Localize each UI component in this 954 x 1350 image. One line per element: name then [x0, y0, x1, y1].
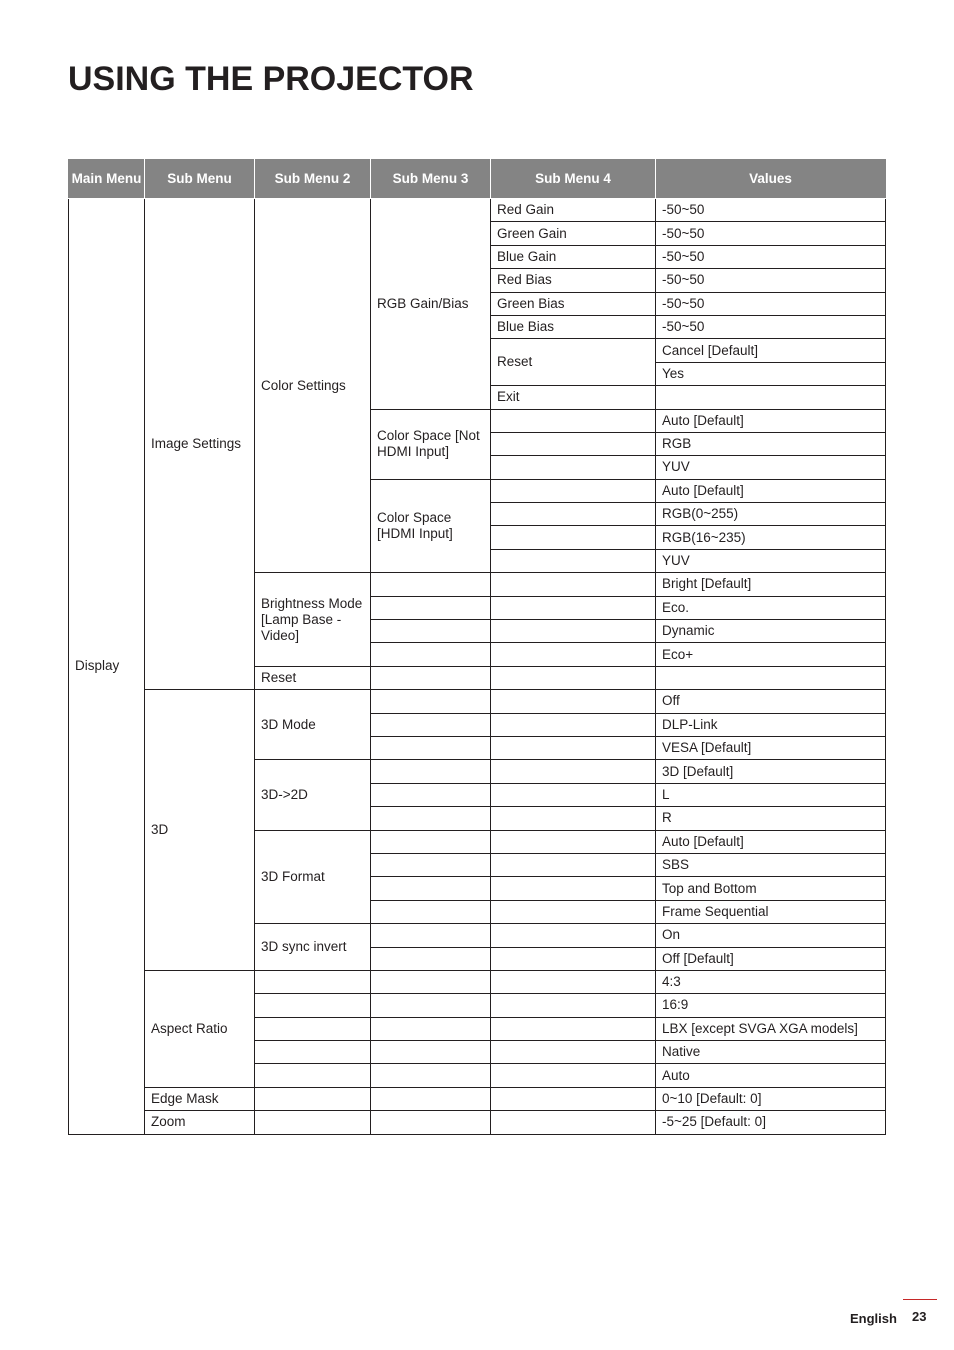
header-values: Values [656, 160, 886, 199]
page-number: 23 [912, 1309, 927, 1324]
table-cell [371, 877, 491, 900]
table-cell [491, 409, 656, 432]
table-cell [371, 713, 491, 736]
table-cell [491, 1064, 656, 1087]
table-cell: YUV [656, 456, 886, 479]
table-cell: Off [Default] [656, 947, 886, 970]
table-cell: R [656, 807, 886, 830]
table-cell: -50~50 [656, 315, 886, 338]
table-cell: RGB(0~255) [656, 503, 886, 526]
table-cell: Auto [Default] [656, 830, 886, 853]
table-cell: Top and Bottom [656, 877, 886, 900]
table-cell: On [656, 924, 886, 947]
table-cell: L [656, 783, 886, 806]
table-cell: Brightness Mode [Lamp Base - Video] [255, 573, 371, 667]
table-cell: Frame Sequential [656, 900, 886, 923]
table-cell [371, 1087, 491, 1110]
table-cell: Aspect Ratio [145, 970, 255, 1087]
header-sub-menu-3: Sub Menu 3 [371, 160, 491, 199]
table-cell [491, 760, 656, 783]
table-cell: Red Gain [491, 199, 656, 222]
table-cell [371, 760, 491, 783]
header-main-menu: Main Menu [69, 160, 145, 199]
table-header-row [69, 160, 886, 199]
table-row [69, 970, 886, 993]
table-cell [491, 456, 656, 479]
table-cell: Auto [Default] [656, 409, 886, 432]
table-cell: 4:3 [656, 970, 886, 993]
table-cell [491, 830, 656, 853]
table-cell: Image Settings [145, 199, 255, 690]
table-cell: Eco. [656, 596, 886, 619]
table-cell: Off [656, 690, 886, 713]
table-cell [491, 807, 656, 830]
table-cell: Edge Mask [145, 1087, 255, 1110]
header-sub-menu: Sub Menu [145, 160, 255, 199]
table-cell [371, 666, 491, 689]
table-cell: Green Bias [491, 292, 656, 315]
table-cell [255, 1087, 371, 1110]
table-cell [371, 736, 491, 759]
table-cell [491, 900, 656, 923]
table-cell [491, 924, 656, 947]
table-cell: Dynamic [656, 620, 886, 643]
table-cell: Color Settings [255, 199, 371, 573]
table-cell [371, 1017, 491, 1040]
page-title: USING THE PROJECTOR [68, 60, 474, 98]
table-cell: DLP-Link [656, 713, 886, 736]
table-cell [371, 807, 491, 830]
table-cell [491, 549, 656, 572]
table-cell [491, 947, 656, 970]
table-cell [491, 736, 656, 759]
table-cell [491, 853, 656, 876]
table-cell [491, 573, 656, 596]
table-cell: -50~50 [656, 222, 886, 245]
table-cell [656, 666, 886, 689]
table-cell [491, 713, 656, 736]
header-sub-menu-4: Sub Menu 4 [491, 160, 656, 199]
table-cell: LBX [except SVGA XGA models] [656, 1017, 886, 1040]
table-cell: RGB [656, 432, 886, 455]
table-cell [371, 783, 491, 806]
table-cell [371, 573, 491, 596]
table-cell [371, 1041, 491, 1064]
table-row [69, 1087, 886, 1110]
table-cell: Color Space [Not HDMI Input] [371, 409, 491, 479]
table-cell [371, 970, 491, 993]
table-cell [371, 994, 491, 1017]
table-cell [491, 994, 656, 1017]
table-cell [371, 924, 491, 947]
table-cell [371, 620, 491, 643]
table-cell: RGB Gain/Bias [371, 199, 491, 410]
table-cell: 3D Format [255, 830, 371, 924]
table-cell: Native [656, 1041, 886, 1064]
table-cell: YUV [656, 549, 886, 572]
table-cell [255, 994, 371, 1017]
table-cell: -50~50 [656, 245, 886, 268]
table-cell [371, 830, 491, 853]
table-cell: Blue Gain [491, 245, 656, 268]
table-cell: 3D [Default] [656, 760, 886, 783]
table-cell: Reset [255, 666, 371, 689]
table-cell [371, 643, 491, 666]
table-cell: Zoom [145, 1111, 255, 1134]
table-cell: Color Space [HDMI Input] [371, 479, 491, 573]
table-cell: Cancel [Default] [656, 339, 886, 362]
table-cell [371, 690, 491, 713]
table-cell: Green Gain [491, 222, 656, 245]
table-cell [371, 596, 491, 619]
table-row [69, 690, 886, 713]
table-cell [371, 853, 491, 876]
table-cell: Bright [Default] [656, 573, 886, 596]
table-cell [491, 1017, 656, 1040]
table-cell: Eco+ [656, 643, 886, 666]
table-cell: 0~10 [Default: 0] [656, 1087, 886, 1110]
table-cell [371, 947, 491, 970]
table-cell [491, 1041, 656, 1064]
table-body [69, 199, 886, 1135]
table-cell: 3D [145, 690, 255, 971]
table-cell [255, 1111, 371, 1134]
table-row [69, 1111, 886, 1134]
table-cell [491, 666, 656, 689]
osd-menu-table [68, 159, 886, 1135]
table-cell [371, 1111, 491, 1134]
table-cell [491, 596, 656, 619]
table-cell: Blue Bias [491, 315, 656, 338]
table-cell: Reset [491, 339, 656, 386]
table-cell: 3D Mode [255, 690, 371, 760]
table-cell [491, 690, 656, 713]
table-cell: Exit [491, 386, 656, 409]
table-cell: -50~50 [656, 199, 886, 222]
table-cell [491, 1111, 656, 1134]
table-cell: Red Bias [491, 269, 656, 292]
table-cell: 16:9 [656, 994, 886, 1017]
table-cell [491, 526, 656, 549]
table-row [69, 199, 886, 222]
table-cell [491, 877, 656, 900]
table-cell: -50~50 [656, 292, 886, 315]
table-cell [491, 503, 656, 526]
table-cell: Yes [656, 362, 886, 385]
table-cell [255, 1064, 371, 1087]
footer-rule [903, 1299, 937, 1300]
table-cell [371, 900, 491, 923]
table-cell [491, 620, 656, 643]
table-cell [491, 970, 656, 993]
table-cell: SBS [656, 853, 886, 876]
table-cell [491, 783, 656, 806]
table-cell [491, 432, 656, 455]
table-cell [255, 1041, 371, 1064]
table-cell: Auto [656, 1064, 886, 1087]
table-cell [255, 970, 371, 993]
table-cell [491, 479, 656, 502]
footer-language: English [850, 1311, 897, 1326]
table-cell [656, 386, 886, 409]
table-cell: RGB(16~235) [656, 526, 886, 549]
table-cell: Display [69, 199, 145, 1135]
table-cell [255, 1017, 371, 1040]
table-cell [371, 1064, 491, 1087]
table-cell: -50~50 [656, 269, 886, 292]
header-sub-menu-2: Sub Menu 2 [255, 160, 371, 199]
table-cell: 3D sync invert [255, 924, 371, 971]
table-cell: Auto [Default] [656, 479, 886, 502]
table-cell [491, 1087, 656, 1110]
table-cell: -5~25 [Default: 0] [656, 1111, 886, 1134]
table-cell: 3D->2D [255, 760, 371, 830]
table-cell [491, 643, 656, 666]
table-cell: VESA [Default] [656, 736, 886, 759]
